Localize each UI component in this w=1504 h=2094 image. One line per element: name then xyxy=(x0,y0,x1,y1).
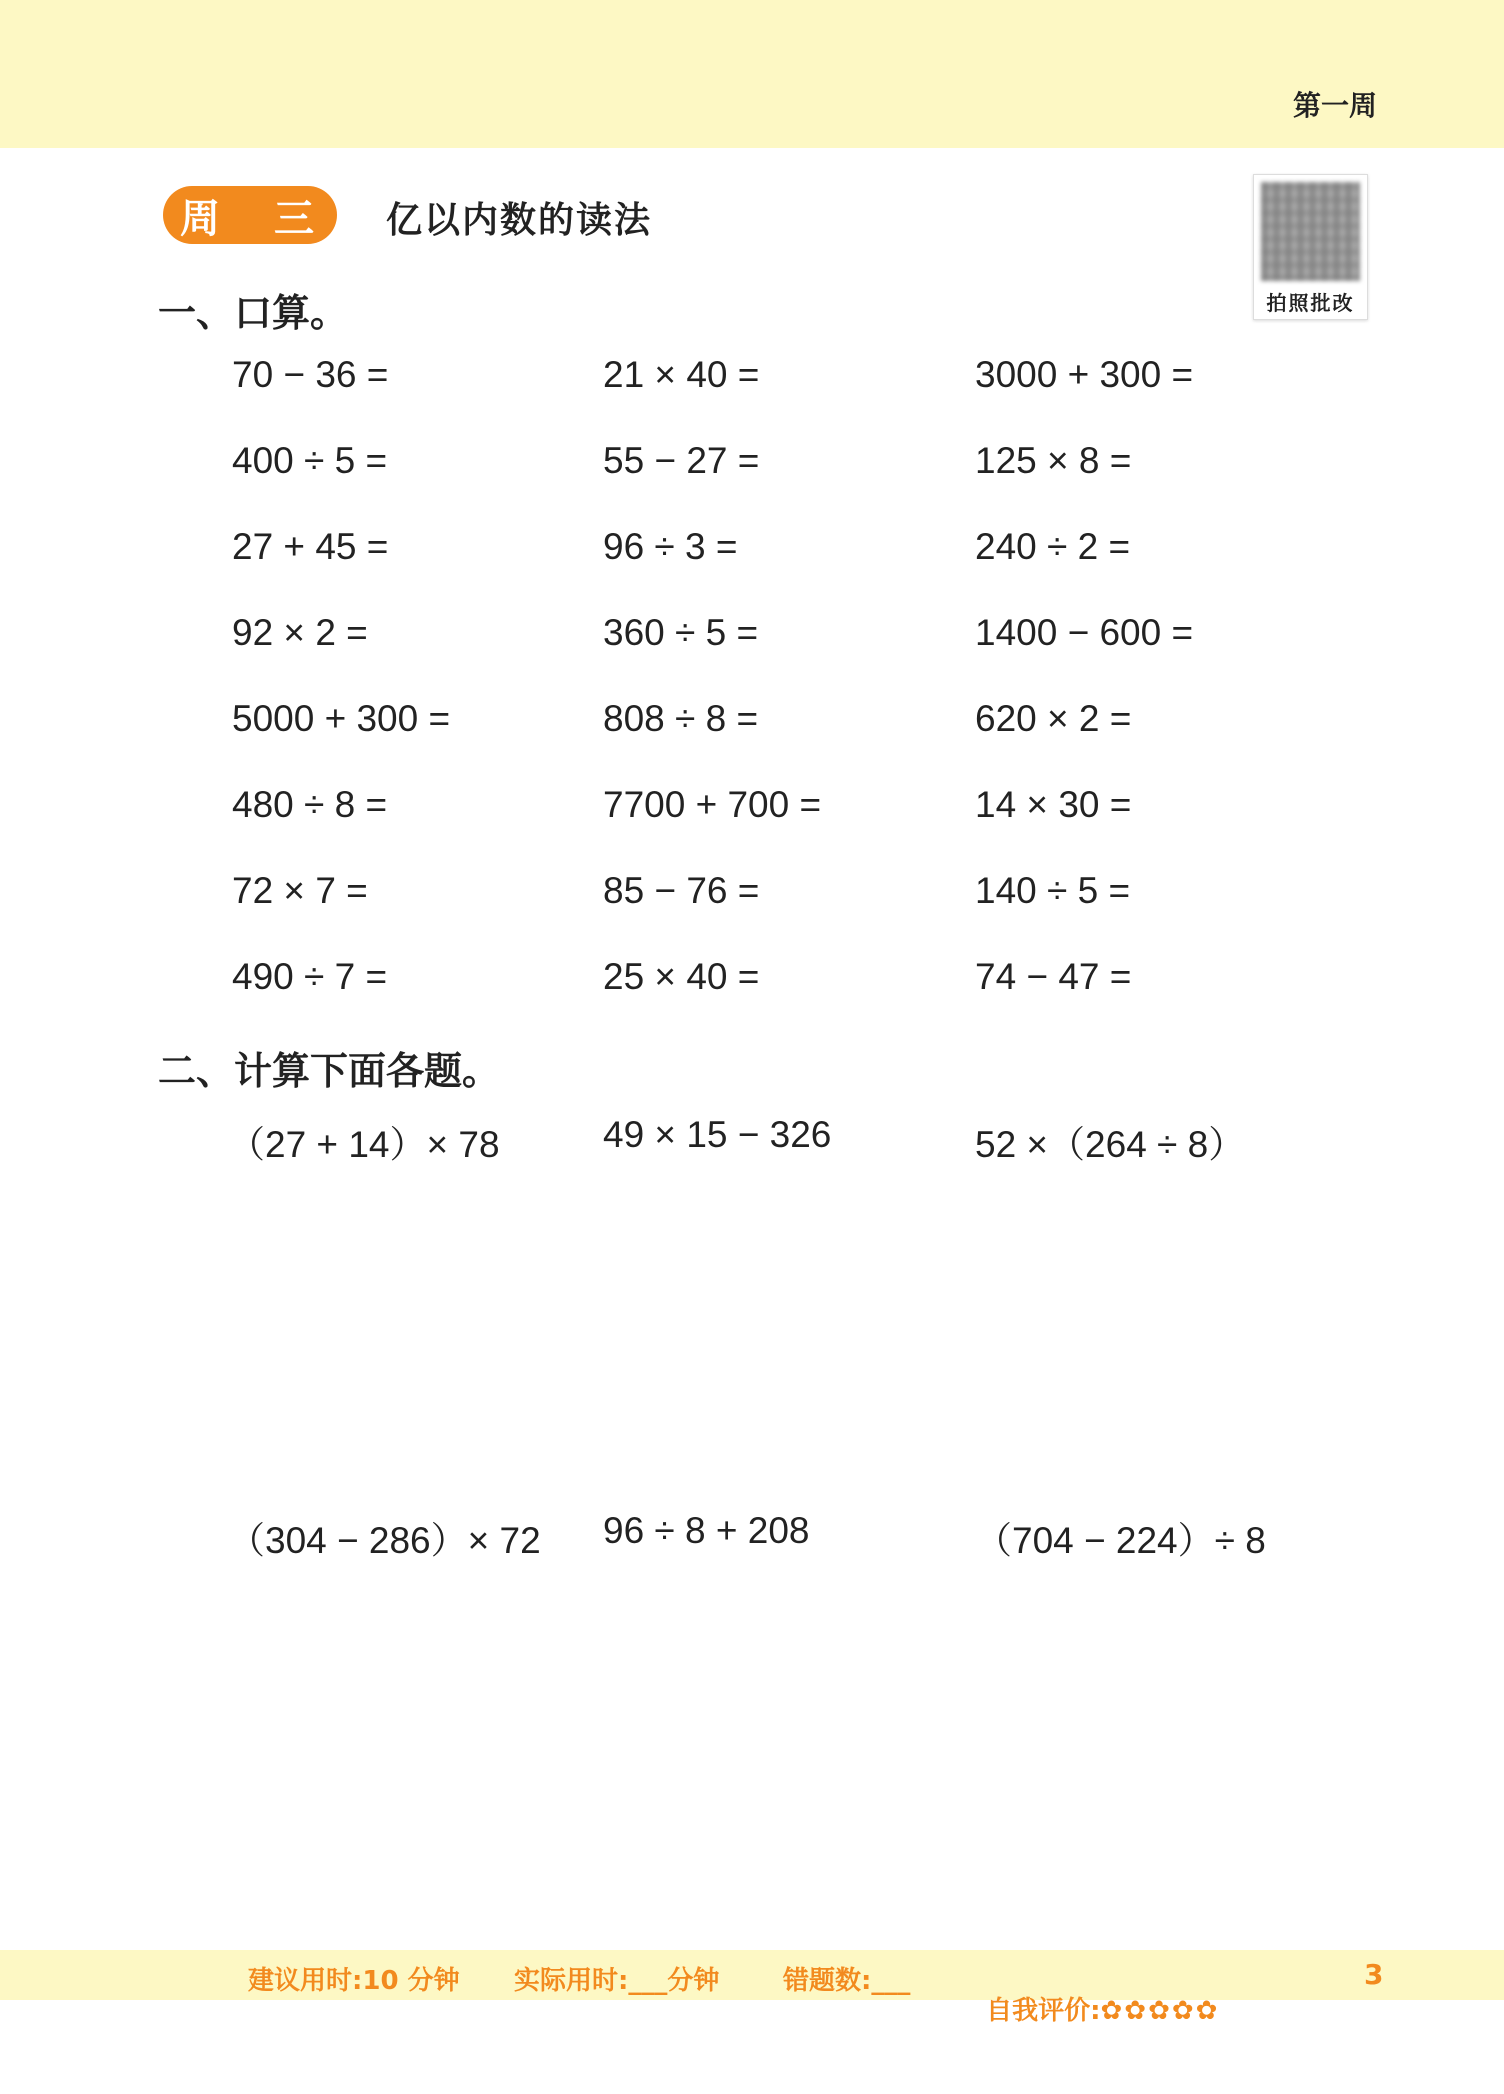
lesson-title: 亿以内数的读法 xyxy=(386,200,653,241)
oral-problem: 70 − 36 = xyxy=(232,354,389,395)
oral-problem: 140 ÷ 5 = xyxy=(975,870,1131,911)
oral-problem: 5000 + 300 = xyxy=(232,698,451,739)
oral-problem: 85 − 76 = xyxy=(603,870,760,911)
actual-time: 实际用时:___分钟 xyxy=(514,1966,720,1996)
oral-problem: 21 × 40 = xyxy=(603,354,760,395)
oral-problem: 480 ÷ 8 = xyxy=(232,784,388,825)
suggested-time: 建议用时:10 分钟 xyxy=(248,1966,460,1996)
oral-problem: 96 ÷ 3 = xyxy=(603,526,738,567)
oral-problem: 620 × 2 = xyxy=(975,698,1132,739)
oral-problem: 808 ÷ 8 = xyxy=(603,698,759,739)
header-band xyxy=(0,0,1504,148)
oral-problem: 490 ÷ 7 = xyxy=(232,956,388,997)
day-badge: 周 三 xyxy=(163,186,337,244)
oral-problem: 360 ÷ 5 = xyxy=(603,612,759,653)
calc-problem: （704 − 224）÷ 8 xyxy=(975,1520,1266,1561)
rating-star-icon[interactable]: ✿✿✿✿✿ xyxy=(1100,1996,1220,2026)
oral-problem: 125 × 8 = xyxy=(975,440,1132,481)
oral-problem: 25 × 40 = xyxy=(603,956,760,997)
oral-problem: 3000 + 300 = xyxy=(975,354,1194,395)
week-label: 第一周 xyxy=(1292,89,1377,122)
footer-band xyxy=(0,1950,1504,2000)
oral-problem: 14 × 30 = xyxy=(975,784,1132,825)
oral-problem: 240 ÷ 2 = xyxy=(975,526,1131,567)
oral-problem: 74 − 47 = xyxy=(975,956,1132,997)
oral-problem: 72 × 7 = xyxy=(232,870,368,911)
oral-problem: 1400 − 600 = xyxy=(975,612,1194,653)
self-eval-label: 自我评价: xyxy=(986,1996,1101,2026)
calc-problem: （304 − 286）× 72 xyxy=(228,1520,541,1561)
self-evaluation xyxy=(968,1960,1219,2027)
calc-problem: 96 ÷ 8 + 208 xyxy=(603,1510,810,1551)
qr-label: 拍照批改 xyxy=(1266,291,1355,315)
oral-problem: 55 − 27 = xyxy=(603,440,760,481)
calc-problem: 49 × 15 − 326 xyxy=(603,1114,832,1155)
section2-heading: 二、计算下面各题。 xyxy=(158,1049,501,1093)
qr-code-box[interactable] xyxy=(1253,174,1368,320)
error-count: 错题数:___ xyxy=(783,1966,911,1996)
oral-problem: 400 ÷ 5 = xyxy=(232,440,388,481)
oral-problem: 92 × 2 = xyxy=(232,612,368,653)
oral-problem: 27 + 45 = xyxy=(232,526,389,567)
page-number: 3 xyxy=(1364,1958,1384,1991)
section1-heading: 一、口算。 xyxy=(158,291,349,335)
qr-code-icon xyxy=(1261,182,1360,281)
calc-problem: 52 ×（264 ÷ 8） xyxy=(975,1124,1246,1165)
oral-problem: 7700 + 700 = xyxy=(603,784,822,825)
calc-problem: （27 + 14）× 78 xyxy=(228,1124,500,1165)
